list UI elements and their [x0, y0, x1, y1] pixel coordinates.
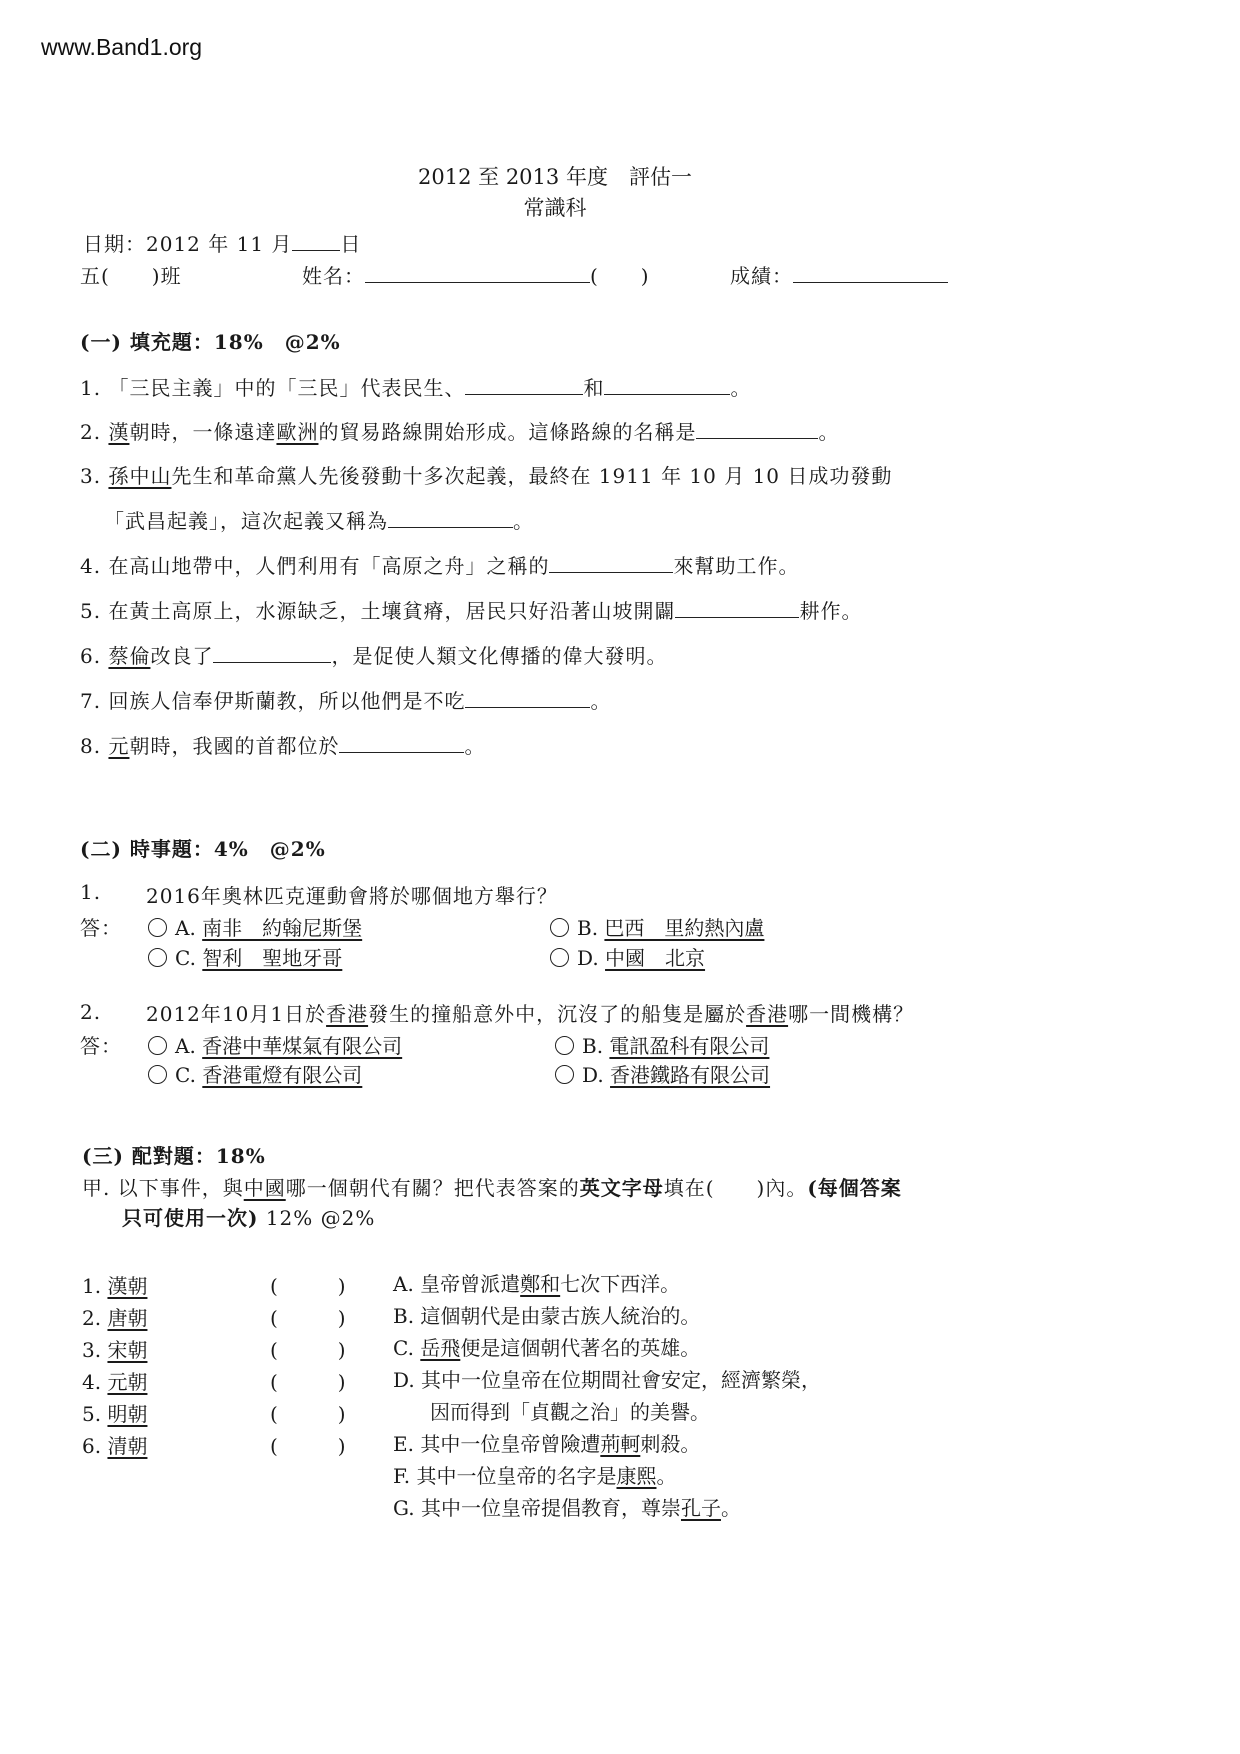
event-c: C. 岳飛便是這個朝代著名的英雄。 [393, 1336, 701, 1360]
answer-paren-6[interactable]: ( ) [270, 1434, 346, 1458]
radio-circle-icon[interactable] [550, 918, 569, 937]
name-line: 姓名： ( ) [302, 264, 650, 288]
page-title: 2012 至 2013 年度 評估一 [418, 165, 692, 189]
current-q1-number: 1. [80, 880, 102, 904]
question-8: 8. 元朝時，我國的首都位於 。 [80, 734, 486, 758]
section2-heading: (二) 時事題：4% @2% [80, 837, 326, 861]
class-label: 五( )班 [80, 264, 182, 288]
watermark-url: www.Band1.org [41, 34, 203, 60]
option-1b[interactable]: B. 巴西 里約熱內盧 [550, 912, 764, 941]
question-2: 2. 漢朝時，一條遠達歐洲的貿易路線開始形成。這條路線的名稱是 。 [80, 420, 840, 444]
event-b: B. 這個朝代是由蒙古族人統治的。 [393, 1304, 701, 1328]
radio-circle-icon[interactable] [555, 1065, 574, 1084]
event-g: G. 其中一位皇帝提倡教育，尊崇孔子。 [393, 1496, 741, 1520]
option-2c[interactable]: C. 香港電燈有限公司 [148, 1059, 362, 1088]
radio-circle-icon[interactable] [148, 918, 167, 937]
radio-circle-icon[interactable] [555, 1036, 574, 1055]
answer-label-1: 答： [80, 916, 122, 940]
section3-instruction: 甲. 以下事件，與中國哪一個朝代有關？把代表答案的英文字母填在( )內。(每個答案 [82, 1176, 902, 1200]
score-line: 成績： [730, 260, 948, 289]
radio-circle-icon[interactable] [148, 1036, 167, 1055]
current-q2-text: 2012年10月1日於香港發生的撞船意外中，沉沒了的船隻是屬於香港哪一間機構？ [146, 1002, 915, 1026]
radio-circle-icon[interactable] [148, 1065, 167, 1084]
current-q1-text: 2016年奧林匹克運動會將於哪個地方舉行？ [146, 884, 558, 908]
answer-paren-4[interactable]: ( ) [270, 1370, 346, 1394]
answer-paren-5[interactable]: ( ) [270, 1402, 346, 1426]
answer-paren-1[interactable]: ( ) [270, 1274, 346, 1298]
dynasty-4: 4. 元朝 [82, 1370, 148, 1394]
section1-heading: (一) 填充題：18% @2% [80, 330, 341, 354]
current-q2-number: 2. [80, 1000, 102, 1024]
option-1c[interactable]: C. 智利 聖地牙哥 [148, 942, 342, 971]
question-7: 7. 回族人信奉伊斯蘭教，所以他們是不吃 。 [80, 689, 612, 713]
dynasty-6: 6. 清朝 [82, 1434, 148, 1458]
option-2b[interactable]: B. 電訊盈科有限公司 [555, 1030, 769, 1059]
event-f: F. 其中一位皇帝的名字是康熙。 [393, 1464, 677, 1488]
option-2d[interactable]: D. 香港鐵路有限公司 [555, 1059, 770, 1088]
option-2a[interactable]: A. 香港中華煤氣有限公司 [148, 1030, 402, 1059]
event-d: D. 其中一位皇帝在位期間社會安定，經濟繁榮， [393, 1368, 822, 1392]
question-5: 5. 在黃土高原上，水源缺乏，土壤貧瘠，居民只好沿著山坡開闢 耕作。 [80, 599, 863, 623]
option-1d[interactable]: D. 中國 北京 [550, 942, 705, 971]
subject-title: 常識科 [523, 196, 587, 220]
dynasty-5: 5. 明朝 [82, 1402, 148, 1426]
answer-paren-3[interactable]: ( ) [270, 1338, 346, 1362]
question-3: 3. 孫中山先生和革命黨人先後發動十多次起義，最終在 1911 年 10 月 10 日成功發動 [80, 464, 893, 488]
question-1: 1. 「三民主義」中的「三民」代表民生、 和 。 [80, 376, 752, 400]
answer-paren-2[interactable]: ( ) [270, 1306, 346, 1330]
dynasty-2: 2. 唐朝 [82, 1306, 148, 1330]
question-3-cont: 「武昌起義」，這次起義又稱為 。 [104, 509, 534, 533]
section3-heading: (三) 配對題：18% [82, 1144, 266, 1168]
dynasty-1: 1. 漢朝 [82, 1274, 148, 1298]
radio-circle-icon[interactable] [550, 948, 569, 967]
event-a: A. 皇帝曾派遣鄭和七次下西洋。 [393, 1272, 681, 1296]
date-line: 日期：2012 年 11 月 日 [83, 232, 362, 256]
option-1a[interactable]: A. 南非 約翰尼斯堡 [148, 912, 362, 941]
event-e: E. 其中一位皇帝曾險遭荊軻刺殺。 [393, 1432, 701, 1456]
section3-instruction-cont: 只可使用一次) 12% @2% [122, 1206, 376, 1230]
radio-circle-icon[interactable] [148, 948, 167, 967]
question-6: 6. 蔡倫改良了 ，是促使人類文化傳播的偉大發明。 [80, 644, 668, 668]
answer-label-2: 答： [80, 1034, 122, 1058]
dynasty-3: 3. 宋朝 [82, 1338, 148, 1362]
question-4: 4. 在高山地帶中，人們利用有「高原之舟」之稱的 來幫助工作。 [80, 554, 800, 578]
event-d-cont: 因而得到「貞觀之治」的美譽。 [430, 1400, 710, 1424]
